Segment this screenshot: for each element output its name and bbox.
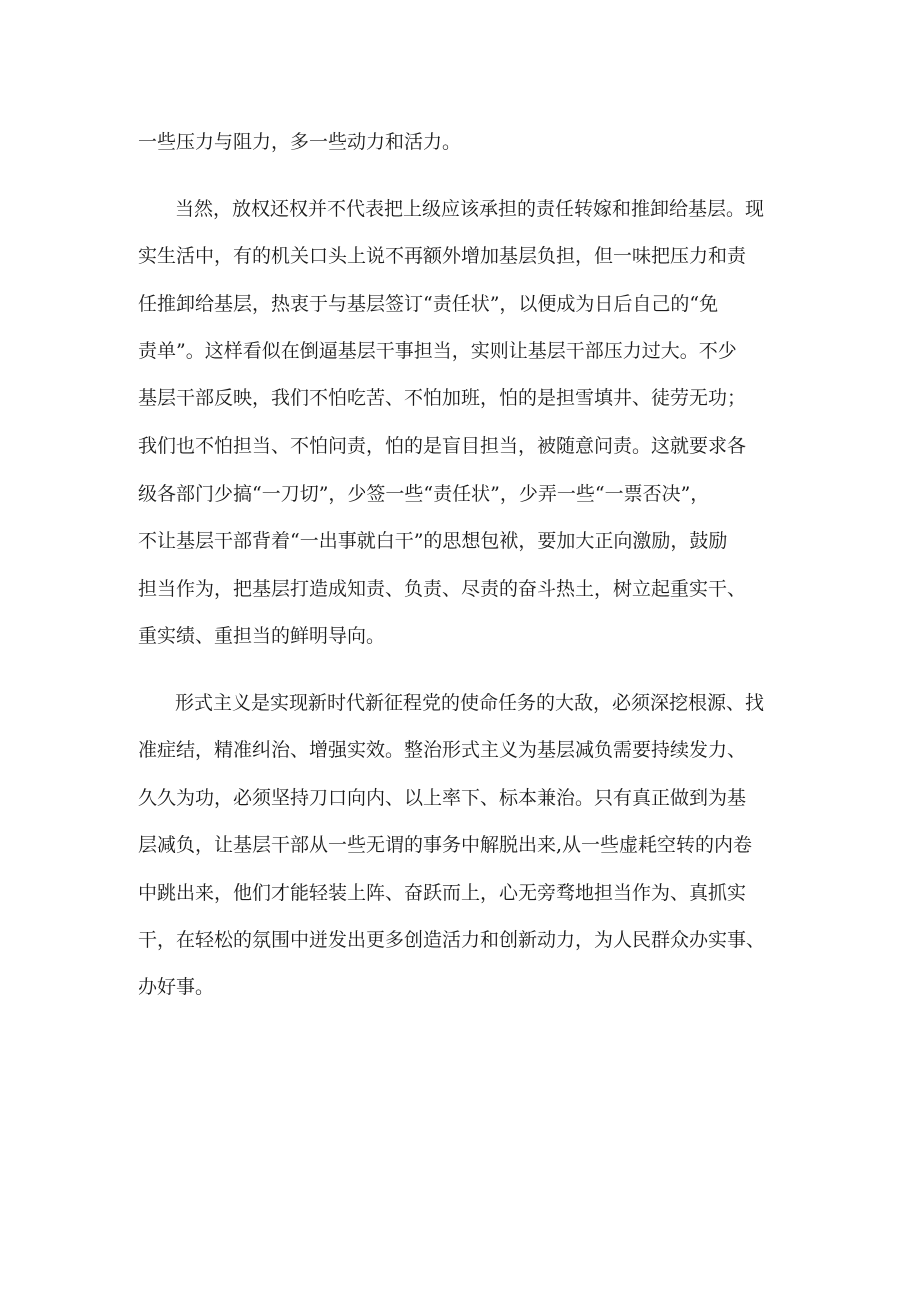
text-line: 实生活中，有的机关口头上说不再额外增加基层负担，但一味把压力和责 [138, 245, 747, 267]
text-line: 干，在轻松的氛围中迸发出更多创造活力和创新动力，为人民群众办实事、 [138, 929, 766, 951]
text-line: 级各部门少搞“一刀切”，少签一些“责任状”，少弄一些“一票否决”， [138, 483, 710, 505]
text-line: 任推卸给基层，热衷于与基层签订“责任状”，以便成为日后自己的“免 [138, 293, 719, 315]
text-line: 基层干部反映，我们不怕吃苦、不怕加班，怕的是担雪填井、徒劳无功； [138, 387, 747, 409]
text-line: 我们也不怕担当、不怕问责，怕的是盲目担当，被随意问责。这就要求各 [138, 435, 747, 457]
text-line: 担当作为，把基层打造成知责、负责、尽责的奋斗热土，树立起重实干、 [138, 578, 747, 600]
text-line: 层减负，让基层干部从一些无谓的事务中解脱出来,从一些虚耗空转的内卷 [138, 834, 753, 856]
text-line: 不让基层干部背着“一出事就白干”的思想包袱，要加大正向激励，鼓励 [138, 530, 728, 552]
text-line: 当然，放权还权并不代表把上级应该承担的责任转嫁和推卸给基层。现 [175, 198, 765, 220]
text-line: 办好事。 [138, 976, 215, 998]
text-line: 准症结，精准纠治、增强实效。整治形式主义为基层减负需要持续发力、 [138, 739, 747, 761]
text-line: 重实绩、重担当的鲜明导向。 [138, 625, 386, 647]
text-line: 中跳出来，他们才能轻装上阵、奋跃而上，心无旁骛地担当作为、真抓实 [138, 882, 747, 904]
text-line: 一些压力与阻力，多一些动力和活力。 [138, 131, 462, 153]
text-line: 形式主义是实现新时代新征程党的使命任务的大敌，必须深挖根源、找 [175, 692, 765, 714]
text-line: 责单”。这样看似在倒逼基层干事担当，实则让基层干部压力过大。不少 [138, 340, 737, 362]
text-line: 久久为功，必须坚持刀口向内、以上率下、标本兼治。只有真正做到为基 [138, 787, 747, 809]
